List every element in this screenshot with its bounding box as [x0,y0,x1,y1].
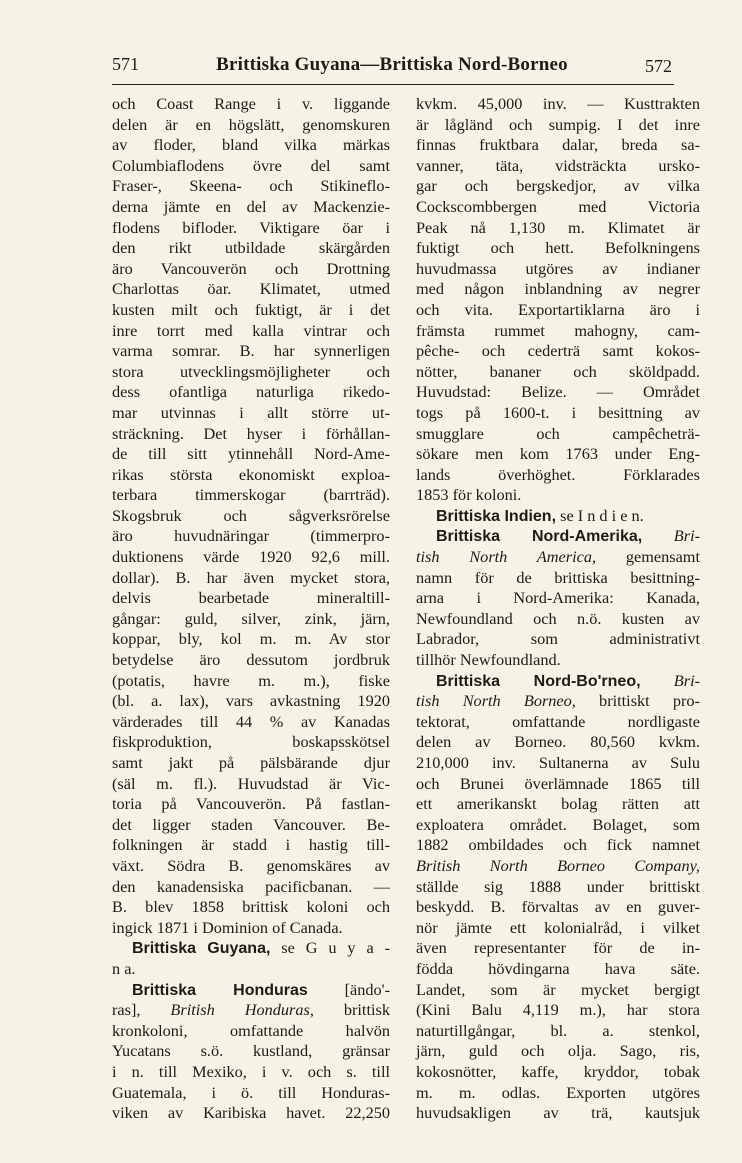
text-line [112,856,390,877]
line-text: gar och bergskedjor, av vilka [416,176,700,196]
text-line [112,1103,390,1124]
line-text: B. blev 1858 brittisk koloni och [112,897,390,917]
text-line [112,341,390,362]
text-line [112,526,390,547]
text-line [112,835,390,856]
line-text: (säl m. fl.). Huvudstad är Vic- [112,773,390,793]
line-text: Peak nå 1,130 m. Klimatet är [416,217,700,237]
text-line [112,362,390,383]
line-text: pêche- och cederträ samt kokos- [416,341,700,361]
text-line [416,609,700,630]
line-text: [ändo'- [307,979,391,999]
text-line [416,506,700,527]
line-text: beskydd. B. förvaltas av en guver- [416,897,700,917]
line-text: även representanter för de in- [416,938,700,958]
line-text: n a. [112,958,136,978]
right-column [416,94,700,1124]
line-text: Skogsbruk och sågverksrörelse [112,505,390,525]
text-line [416,712,700,733]
line-text: 1853 för koloni. [416,485,522,505]
italic-text: British Honduras, [170,1000,314,1020]
line-text: namn för de brittiska besittning- [416,567,700,587]
line-text: främsta rummet mahogny, cam- [416,320,700,340]
text-line [112,1041,390,1062]
line-text: vanner, täta, vidsträckta ursko- [416,155,700,175]
line-text: togs på 1600-t. i besittning av [416,402,700,422]
text-line [112,465,390,486]
text-line [112,238,390,259]
line-text: rikas största ekonomiskt exploa- [112,464,390,484]
text-line [112,609,390,630]
line-text: arna i Nord-Amerika: Kanada, [416,588,700,608]
line-text: se G u y a - [270,938,390,958]
text-line [112,918,390,939]
text-line [416,959,700,980]
text-line [416,424,700,445]
text-line [416,1083,700,1104]
line-text: det ligger staden Vancouver. Be- [112,814,390,834]
text-line [416,1062,700,1083]
text-line [416,856,700,877]
text-line [112,259,390,280]
text-line [112,197,390,218]
italic-text: tish North America, [416,547,597,567]
text-line [112,300,390,321]
text-line [112,506,390,527]
line-text: naturtillgångar, bl. a. stenkol, [416,1020,700,1040]
line-text: stora utvecklingsmöjligheter och [112,361,390,381]
line-text: Landet, som är mycket bergigt [416,979,700,999]
text-line [112,650,390,671]
line-text: exploatera området. Bolaget, som [416,814,700,834]
line-text: brittisk [313,1000,390,1020]
italic-text: Bri- [640,670,701,690]
text-line [112,279,390,300]
line-text: Newfoundland och n.ö. kusten av [416,608,700,628]
line-text: värderades till 44 % av Kanadas [112,711,390,731]
text-line [112,588,390,609]
line-text: Charlottas öar. Klimatet, utmed [112,279,390,299]
line-text: kokosnötter, kaffe, kryddor, tobak [416,1061,700,1081]
line-text: av floder, bland vilka märkas [112,135,390,155]
line-text: delen är en högslätt, genomskuren [112,114,390,134]
line-text: den rikt utbildade skärgården [112,238,390,258]
line-text: samt jakt på pälsbärande djur [112,753,390,772]
text-line [416,650,700,671]
text-line [112,321,390,342]
line-text: derna jämte en del av Mackenzie- [112,196,390,216]
entry-headword: Brittiska Honduras [132,981,308,999]
line-text: dollar). B. har även mycket stora, [112,567,390,587]
text-line [112,568,390,589]
line-text: födda hövdingarna hava säte. [416,958,700,978]
line-text: huvudmassa utgöres av indianer [416,258,700,278]
line-text: Guatemala, i ö. till Honduras- [112,1082,390,1102]
text-line [112,794,390,815]
line-text: varma somrar. B. har synnerligen [112,341,390,361]
italic-text: Bri- [642,526,701,546]
line-text: terbara timmerskogar (barrträd). [112,485,390,505]
text-line [112,485,390,506]
text-line [112,815,390,836]
line-text: flodens bifloder. Viktigare öar i [112,217,390,237]
left-column [112,94,390,1124]
line-text: viken av Karibiska havet. 22,250 [112,1103,390,1123]
line-text: (bl. a. lax), vars avkastning 1920 [112,691,390,711]
text-line [112,1021,390,1042]
text-line [416,362,700,383]
text-line [416,94,700,115]
text-line [416,691,700,712]
text-line [112,444,390,465]
line-text: ingick 1871 i Dominion of Canada. [112,917,343,937]
line-text: och Coast Range i v. liggande [112,94,390,113]
line-text: fuktigt och hett. Befolkningens [416,238,700,258]
line-text: Huvudstad: Belize. — Området [416,382,700,402]
line-text: äro Vancouverön och Drottning [112,258,390,278]
text-line [416,877,700,898]
text-line [416,279,700,300]
line-text: duktionens värde 1920 92,6 mill. [112,547,390,567]
line-text: inre torrt med kalla vintrar och [112,320,390,340]
line-text: Fraser-, Skeena- och Stikineflo- [112,176,390,196]
line-text: kronkoloni, omfattande halvön [112,1020,390,1040]
text-line [416,671,700,692]
line-text: finnas fruktbara dalar, breda sa- [416,135,700,155]
text-line [416,135,700,156]
text-line [416,835,700,856]
line-text: folkningen är stadd i hastig till- [112,835,390,855]
line-text: de till sitt ytinnehåll Nord-Ame- [112,444,390,464]
line-text: gångar: guld, silver, zink, järn, [112,608,390,628]
text-line [416,629,700,650]
line-text: m. m. odlas. Exporten utgöres [416,1082,700,1102]
running-title: Brittiska Guyana—Brittiska Nord-Borneo [216,54,568,75]
line-text: mar utvinnas i allt större ut- [112,402,390,422]
line-text: järn, guld och olja. Sago, ris, [416,1041,700,1061]
text-line [416,1021,700,1042]
text-line [416,444,700,465]
text-line [416,341,700,362]
text-line [416,321,700,342]
text-line [416,938,700,959]
text-line [416,794,700,815]
text-line [416,568,700,589]
text-line [416,485,700,506]
text-line [416,300,700,321]
entry-headword: Brittiska Indien, [436,507,557,525]
header-rule [112,84,674,85]
line-text: med någon inblandning av negrer [416,279,700,299]
line-text: kusten milt och fuktigt, är i det [112,299,390,319]
text-line [416,753,700,774]
line-text: delvis bearbetade mineraltill- [112,588,390,608]
italic-text: tish North Borneo, [416,691,576,711]
line-text: och Brunei överlämnade 1865 till [416,773,700,793]
line-text: delen av Borneo. 80,560 kvkm. [416,732,700,752]
text-line [416,218,700,239]
text-line [416,815,700,836]
running-header [112,50,672,80]
text-line [416,774,700,795]
text-line [416,526,700,547]
line-text: nör jämte ett kolonialråd, i vilket [416,917,700,937]
text-line [112,629,390,650]
text-line [416,1103,700,1124]
line-text: Cockscombbergen med Victoria [416,196,700,216]
text-line [416,1041,700,1062]
text-line [112,424,390,445]
line-text: 1882 ombildades och fick namnet [416,835,700,855]
line-text: Labrador, som administrativt [416,629,700,649]
text-line [112,938,390,959]
line-text: smugglare och campêcheträ- [416,423,700,443]
line-text: sträckning. Det hyser i förhållan- [112,423,390,443]
text-line [112,156,390,177]
text-line [416,197,700,218]
text-line [112,980,390,1001]
line-text: 210,000 inv. Sultanerna av Sulu [416,753,700,772]
text-line [416,588,700,609]
line-text: ställde sig 1888 under brittiskt [416,876,700,896]
text-line [112,897,390,918]
text-line [416,176,700,197]
entry-headword: Brittiska Nord-Bo'rneo, [436,672,641,690]
text-line [112,732,390,753]
line-text: i n. till Mexiko, i v. och s. till [112,1061,390,1081]
text-line [416,156,700,177]
line-text: tillhör Newfoundland. [416,650,561,670]
line-text: kvkm. 45,000 inv. — Kusttrakten [416,94,700,113]
text-line [112,94,390,115]
text-line [112,691,390,712]
text-line [112,1083,390,1104]
text-line [112,135,390,156]
text-line [112,712,390,733]
line-text: Columbiaflodens övre del samt [112,155,390,175]
page-number-left: 571 [112,54,139,74]
line-text: nötter, bananer och sköldpadd. [416,361,700,381]
line-text: toria på Vancouverön. På fastlan- [112,794,390,814]
text-line [112,671,390,692]
line-text: tektorat, omfattande nordligaste [416,711,700,731]
line-text: se I n d i e n. [556,505,644,525]
line-text: den kanadensiska pacificbanan. — [112,876,390,896]
entry-headword: Brittiska Nord-Amerika, [436,528,643,546]
line-text: äro huvudnäringar (timmerpro- [112,526,390,546]
line-text: betydelse äro dessutom jordbruk [112,650,390,670]
text-line [416,115,700,136]
page-number-right: 572 [645,56,672,76]
text-line [416,238,700,259]
text-line [416,1000,700,1021]
entry-headword: Brittiska Guyana, [132,940,271,958]
text-line [416,382,700,403]
line-text: lands överhöghet. Förklarades [416,464,700,484]
text-line [112,547,390,568]
line-text: koppar, bly, kol m. m. Av stor [112,629,390,649]
line-text: fiskproduktion, boskapsskötsel [112,732,390,752]
text-line [112,382,390,403]
text-line [112,877,390,898]
line-text: ett amerikanskt bolag rätten att [416,794,700,814]
line-text: och vita. Exportartiklarna äro i [416,299,700,319]
text-line [416,403,700,424]
text-line [112,774,390,795]
line-text: sökare men kom 1763 under Eng- [416,444,700,464]
text-line [112,218,390,239]
text-line [416,732,700,753]
line-text: brittiskt pro- [575,691,700,711]
text-line [416,918,700,939]
italic-text: British North Borneo Company, [416,855,700,875]
line-text: (potatis, havre m. m.), fiske [112,670,390,690]
text-line [112,115,390,136]
line-text: Yucatans s.ö. kustland, gränsar [112,1041,390,1061]
text-line [112,959,390,980]
text-line [112,176,390,197]
line-text: huvudsakligen av trä, kautsjuk [416,1103,700,1123]
line-text: är lågländ och sumpig. I det inre [416,114,700,134]
line-text: (Kini Balu 4,119 m.), har stora [416,1000,700,1020]
text-line [112,403,390,424]
text-line [416,897,700,918]
text-line [416,465,700,486]
line-text: dess ofantliga naturliga rikedo- [112,382,390,402]
line-text: gemensamt [596,547,700,567]
text-line [112,753,390,774]
text-line [112,1000,390,1021]
text-line [416,259,700,280]
text-line [416,547,700,568]
text-line [112,1062,390,1083]
line-text: ras], [112,1000,171,1020]
line-text: växt. Södra B. genomskäres av [112,855,390,875]
text-line [416,980,700,1001]
